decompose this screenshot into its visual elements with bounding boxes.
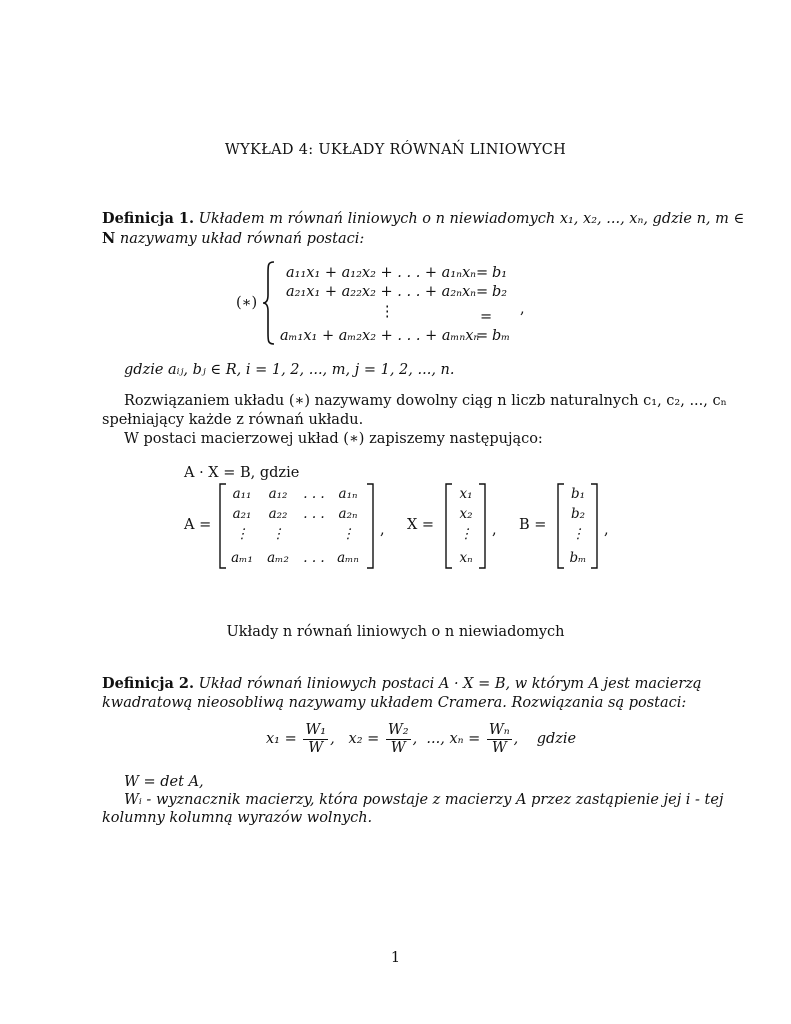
left-brace-icon <box>262 261 276 345</box>
matrix-x-cell: x₂ <box>459 506 473 522</box>
cramer-x2: x₂ = <box>348 731 380 747</box>
matrix-b-cell: b₂ <box>570 506 586 522</box>
matrix-b-cell: bₘ <box>569 550 587 566</box>
system-row-4-lhs: aₘ₁x₁ + aₘ₂x₂ + . . . + aₘₙxₙ <box>280 328 480 344</box>
solution-definition-line-2: spełniający każde z równań układu. <box>102 412 364 428</box>
system-row-2-eq: = <box>476 284 489 300</box>
where-clause: gdzie aᵢⱼ, bⱼ ∈ R, i = 1, 2, ..., m, j = 1, 2, ..., n. <box>124 362 455 378</box>
matrix-a-cell: ⋮ <box>271 526 285 542</box>
page-number: 1 <box>390 950 401 966</box>
system-row-1-lhs: a₁₁x₁ + a₁₂x₂ + . . . + a₁ₙxₙ <box>286 265 477 281</box>
wi-definition-line-1: Wᵢ - wyznacznik macierzy, która powstaje z macierzy A przez zastąpienie jej i - tej <box>124 792 724 808</box>
matrix-a-cell: a₁ₙ <box>338 486 358 502</box>
system-row-2-lhs: a₂₁x₁ + a₂₂x₂ + . . . + a₂ₙxₙ <box>286 284 477 300</box>
matrix-a-cell: a₂ₙ <box>338 506 358 522</box>
matrix-b-cell: b₁ <box>570 486 586 502</box>
cramer-formula: x₁ = $\frac{\text{W₁}}{W}$ , x₂ = $\frac{\text{W₂}}{W}$ , ..., xₙ = $\frac{\text{Wₙ}}{W}$ , gdzie <box>266 722 577 756</box>
matrix-a-cell: aₘ₁ <box>231 550 253 566</box>
definition-2-label: Definicja 2. <box>102 675 195 692</box>
wi-definition-line-2: kolumny kolumną wyrazów wolnych. <box>102 810 373 826</box>
definition-1-label: Definicja 1. <box>102 210 195 227</box>
matrix-a-cell: a₁₂ <box>268 486 288 502</box>
cramer-num-2: W₂ <box>387 722 409 738</box>
system-row-3-eq: = <box>480 309 493 325</box>
definition-1-line-1 <box>102 209 744 229</box>
matrix-a <box>222 486 372 570</box>
matrix-sep-1: , <box>380 522 385 538</box>
matrix-x-label: X = <box>407 517 435 533</box>
system-row-2-rhs: b₂ <box>492 284 508 300</box>
naturals-symbol: N <box>102 230 116 247</box>
system-marker: (∗) <box>236 295 258 311</box>
cramer-den-1: W <box>308 740 324 756</box>
matrix-intro: W postaci macierzowej układ (∗) zapiszemy następująco: <box>124 431 543 447</box>
definition-1-text: Układem m równań liniowych o n niewiadomych x₁, x₂, ..., xₙ, gdzie n, m ∈ <box>198 211 745 227</box>
cramer-frac-2 <box>386 722 411 757</box>
matrix-a-label: A = <box>184 517 212 533</box>
matrix-a-cell: . . . <box>303 486 325 502</box>
cramer-num-n: Wₙ <box>488 722 510 738</box>
matrix-x-cell: x₁ <box>459 486 473 502</box>
matrix-a-cell: ⋮ <box>235 526 249 542</box>
matrix-a-cell: a₂₂ <box>268 506 288 522</box>
section-heading: Układy n równań liniowych o n niewiadomych <box>226 624 565 640</box>
cramer-frac-n <box>487 722 512 757</box>
matrix-x-cell: xₙ <box>459 550 473 566</box>
matrix-a-cell: . . . <box>303 506 325 522</box>
matrix-a-cell: aₘ₂ <box>267 550 289 566</box>
matrix-x <box>446 486 486 570</box>
cramer-xn: ..., xₙ = <box>426 731 481 747</box>
matrix-a-cell: a₁₁ <box>232 486 252 502</box>
matrix-a-cell: . . . <box>303 550 325 566</box>
definition-2-line-2: kwadratową nieosobliwą nazywamy układem Cramera. Rozwiązania są postaci: <box>102 695 687 711</box>
system-trailing-comma: , <box>520 301 525 317</box>
system-row-4-eq: = <box>476 328 489 344</box>
system-row-1-rhs: b₁ <box>492 265 508 281</box>
solution-definition-line-1: Rozwiązaniem układu (∗) nazywamy dowolny ciąg n liczb naturalnych c₁, c₂, ..., cₙ <box>124 393 727 409</box>
matrix-a-cell: a₂₁ <box>232 506 252 522</box>
matrix-b <box>558 486 598 570</box>
matrix-b-label: B = <box>519 517 547 533</box>
system-row-4-rhs: bₘ <box>492 328 511 344</box>
cramer-x1: x₁ = <box>266 731 297 747</box>
matrix-x-cell: ⋮ <box>459 526 473 542</box>
matrix-sep-3: , <box>604 522 609 538</box>
cramer-den-2: W <box>390 740 406 756</box>
page-title: WYKŁAD 4: UKŁADY RÓWNAŃ LINIOWYCH <box>224 142 567 158</box>
matrix-a-cell: ⋮ <box>341 526 355 542</box>
cramer-frac-1 <box>303 722 328 757</box>
definition-2-text: Układ równań liniowych postaci A · X = B, w którym A jest macierzą <box>198 676 702 692</box>
cramer-den-n: W <box>491 740 507 756</box>
w-definition: W = det A, <box>124 774 204 790</box>
matrix-a-cell: aₘₙ <box>337 550 359 566</box>
matrix-sep-2: , <box>492 522 497 538</box>
cramer-num-1: W₁ <box>305 722 327 738</box>
definition-1-line-2 <box>102 229 364 249</box>
definition-2-line-1 <box>102 674 702 694</box>
matrix-b-cell: ⋮ <box>571 526 585 542</box>
definition-1-text-2: nazywamy układ równań postaci: <box>115 231 365 247</box>
system-row-1-eq: = <box>476 265 489 281</box>
system-row-vdots: ⋮ <box>380 304 395 320</box>
cramer-gdzie: gdzie <box>536 731 577 747</box>
matrix-equation: A · X = B, gdzie <box>184 465 300 481</box>
